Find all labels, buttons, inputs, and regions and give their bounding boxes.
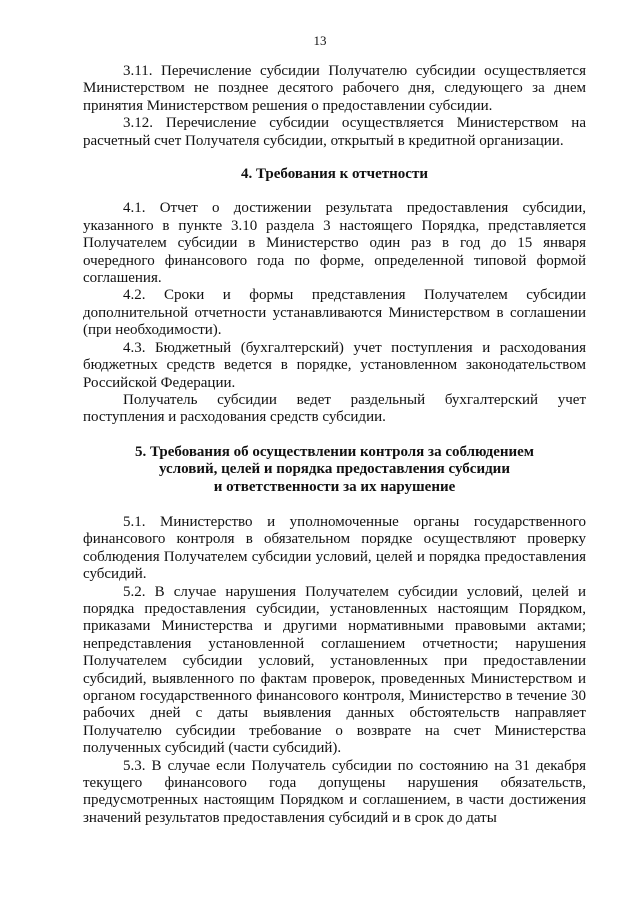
paragraph-5-3: 5.3. В случае если Получатель субсидии по состоянию на 31 декабря текущего финансового года допущены нарушения обязательств, предусмотренных настоящим Порядком и соглашением, в части достижения значений результатов предоставления субсидий и в срок до даты bbox=[83, 757, 586, 826]
section-5-heading-line-1: 5. Требования об осуществлении контроля за соблюдением bbox=[134, 443, 535, 460]
section-5-heading-line-2: условий, целей и порядка предоставления субсидии bbox=[159, 461, 510, 478]
section-4-heading: 4. Требования к отчетности bbox=[241, 166, 428, 183]
section-5-heading bbox=[83, 444, 586, 496]
page-number: 13 bbox=[313, 33, 327, 48]
paragraph-3-12: 3.12. Перечисление субсидии осуществляется Министерством на расчетный счет Получателя субсидии, открытый в кредитной организации. bbox=[83, 115, 586, 149]
paragraph-5-1: 5.1. Министерство и уполномоченные органы государственного финансового контроля в обязательном порядке осуществляют проверку соблюдения Получателем субсидии условий, целей и порядка предоставления субсидий. bbox=[83, 513, 586, 583]
document-body bbox=[83, 63, 586, 827]
paragraph-4-2: 4.2. Сроки и формы представления Получателем субсидии дополнительной отчетности устанавливаются Министерством в соглашении (при необходимости). bbox=[83, 287, 586, 339]
section-5-heading-line-3: и ответственности за их нарушение bbox=[213, 478, 456, 495]
paragraph-3-11: 3.11. Перечисление субсидии Получателю субсидии осуществляется Министерством не позднее десятого рабочего дня, следующего за днем принятия Министерством решения о предоставлении субсидии. bbox=[83, 63, 586, 114]
paragraph-4-3-continued: Получатель субсидии ведет раздельный бухгалтерский учет поступления и расходования средств субсидии. bbox=[83, 391, 586, 426]
paragraph-5-2: 5.2. В случае нарушения Получателем субсидии условий, целей и порядка предоставления субсидии, установленных настоящим Порядком, приказами Министерства и другими нормативными правовыми актами; непредставления установленной соглашением отчетности; нарушения Получателем субсидии условий, установленных при предоставлении субсидий, выявленного по фактам проверок, проведенных Министерством и органом государственного финансового контроля, Министерство в течение 30 рабочих дней с даты выявления данных обстоятельств направляет Получателю субсидии требование о возврате на счет Министерства полученных субсидий (части субсидий). bbox=[83, 583, 586, 757]
paragraph-4-3: 4.3. Бюджетный (бухгалтерский) учет поступления и расходования бюджетных средств ведется в порядке, установленном законодательством Российской Федерации. bbox=[83, 339, 586, 391]
paragraph-4-1: 4.1. Отчет о достижении результата предоставления субсидии, указанного в пункте 3.10 раздела 3 настоящего Порядка, представляется Получателем субсидии в Министерство один раз в год до 15 января очередного финансового года по форме, определенной типовой формой соглашения. bbox=[83, 200, 586, 287]
